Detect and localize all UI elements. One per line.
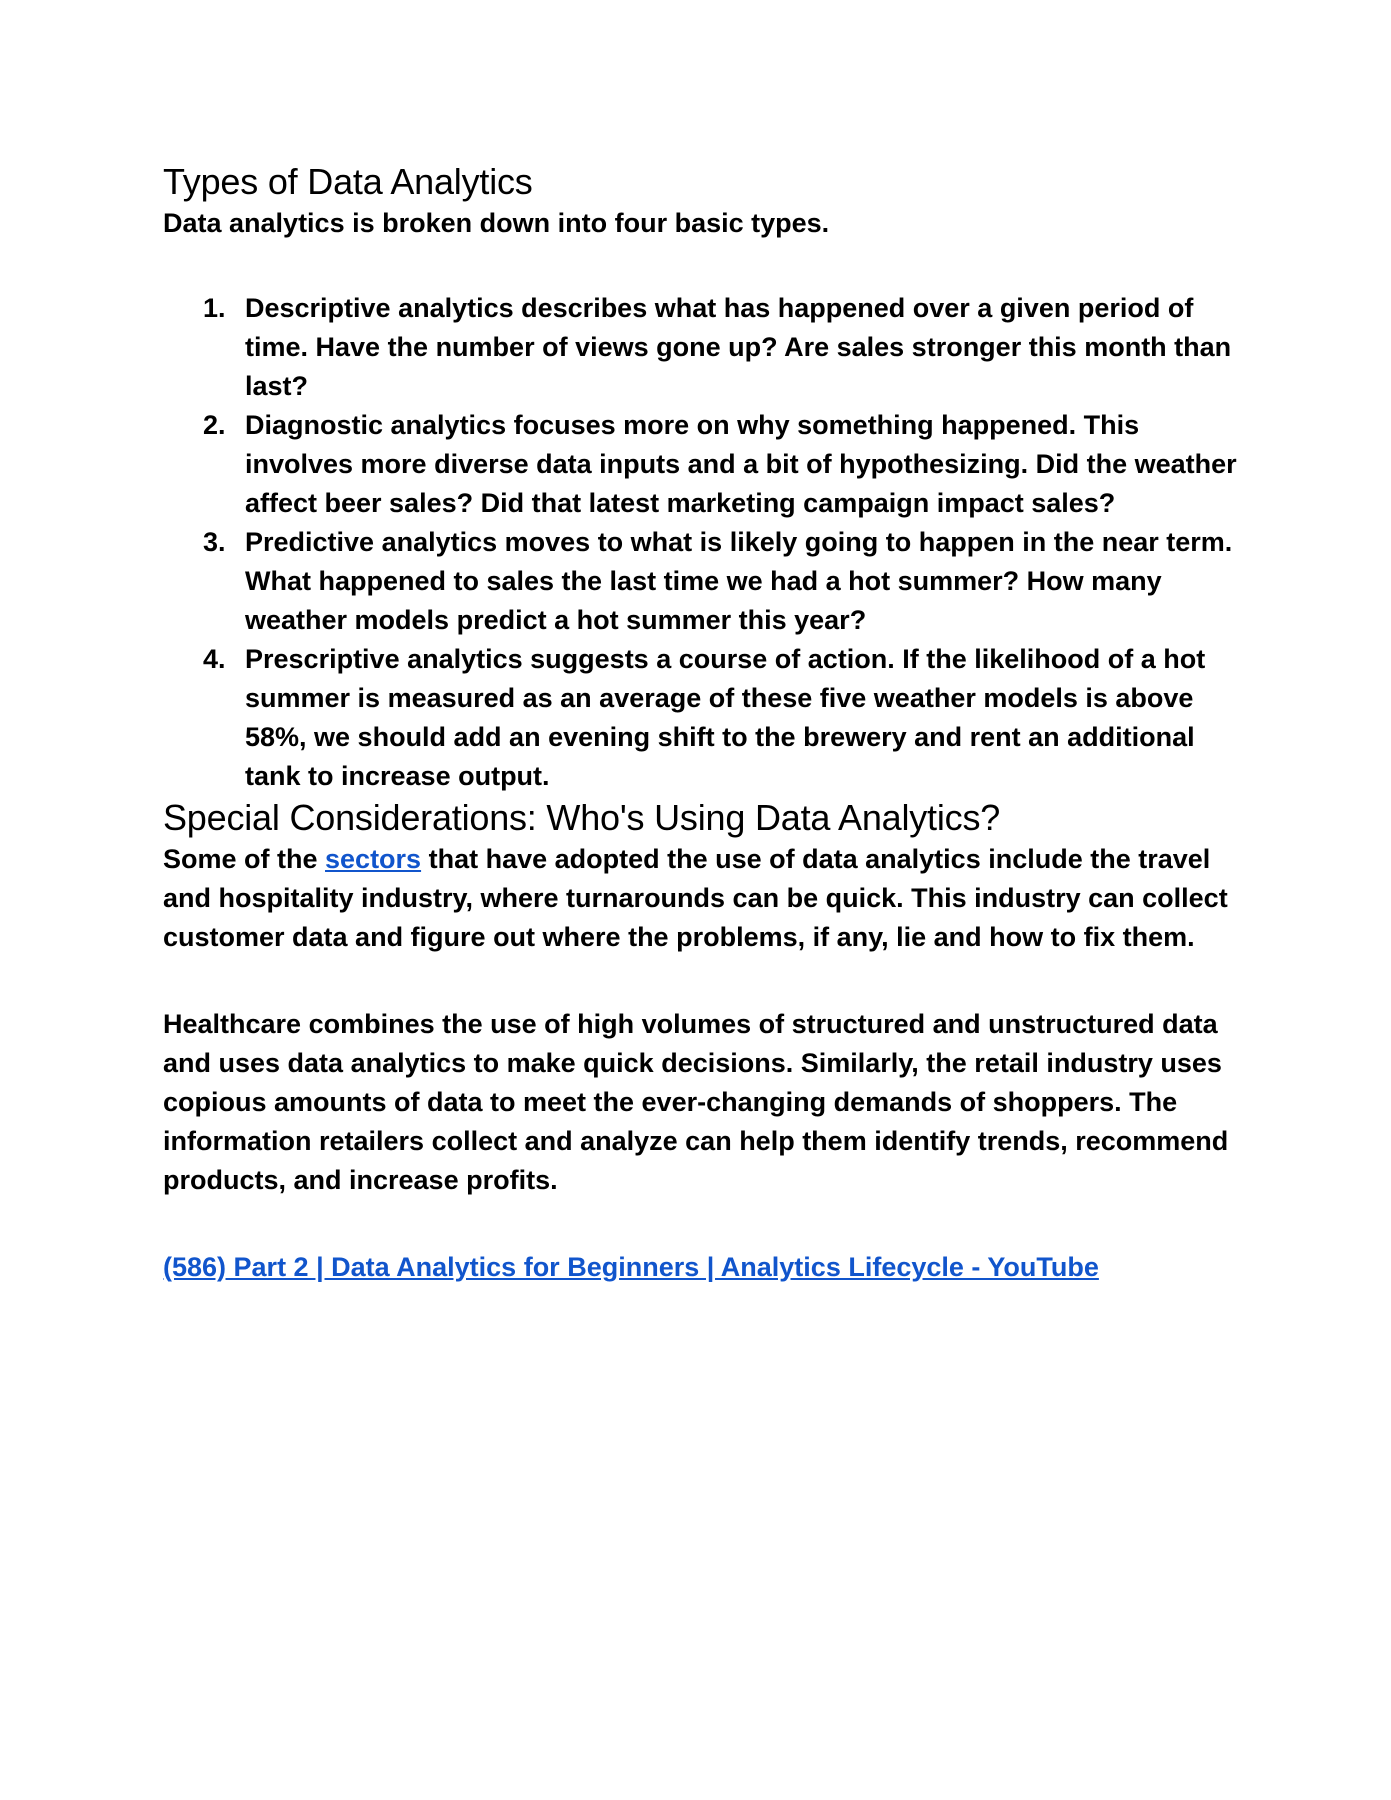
list-item bbox=[163, 406, 1243, 523]
section-title-special-considerations: Special Considerations: Who's Using Data Analytics? bbox=[163, 797, 1001, 838]
healthcare-paragraph: Healthcare combines the use of high volumes of structured and unstructured data and uses data analytics to make quick decisions. Similarly, the retail industry uses copious amounts of data to meet the ever-changing demands of shoppers. The information retailers collect and analyze can help them identify trends, recommend products, and increase profits. bbox=[163, 1009, 1229, 1195]
list-item-number: 3. bbox=[203, 527, 226, 557]
list-item bbox=[163, 523, 1243, 640]
list-item bbox=[163, 289, 1243, 406]
list-item-number: 1. bbox=[203, 293, 226, 323]
list-item bbox=[163, 640, 1243, 796]
types-list bbox=[163, 289, 1243, 796]
video-link-wrap bbox=[163, 1248, 1243, 1287]
list-item-number: 4. bbox=[203, 644, 226, 674]
youtube-video-link[interactable]: (586) Part 2 | Data Analytics for Beginners | Analytics Lifecycle - YouTube bbox=[163, 1252, 1099, 1282]
types-intro: Data analytics is broken down into four basic types. bbox=[163, 208, 830, 238]
special-considerations-section bbox=[163, 796, 1243, 1200]
sectors-paragraph bbox=[163, 840, 1243, 957]
sectors-paragraph-start: Some of the bbox=[163, 844, 326, 874]
list-item-text: Predictive analytics moves to what is likely going to happen in the near term. What happened to sales the last time we had a hot summer? How many weather models predict a hot summer this year? bbox=[245, 527, 1233, 635]
sectors-link[interactable]: sectors bbox=[325, 844, 422, 874]
list-item-text: Prescriptive analytics suggests a course of action. If the likelihood of a hot summer is measured as an average of these five weather models is above 58%, we should add an evening shift to the brewery and rent an additional tank to increase output. bbox=[245, 644, 1206, 791]
document-page bbox=[163, 160, 1243, 1287]
sectors-paragraph-end: that have adopted the use of data analytics include the travel and hospitality industry, where turnarounds can be quick. This industry can collect customer data and figure out where the problems, if any, lie and how to fix them. bbox=[163, 844, 1228, 952]
section-title-types: Types of Data Analytics bbox=[163, 161, 533, 202]
list-item-text: Descriptive analytics describes what has happened over a given period of time. Have the number of views gone up? Are sales stronger this month than last? bbox=[245, 293, 1232, 401]
list-item-number: 2. bbox=[203, 410, 226, 440]
list-item-text: Diagnostic analytics focuses more on why something happened. This involves more diverse data inputs and a bit of hypothesizing. Did the weather affect beer sales? Did that latest marketing campaign impact sales? bbox=[245, 410, 1237, 518]
